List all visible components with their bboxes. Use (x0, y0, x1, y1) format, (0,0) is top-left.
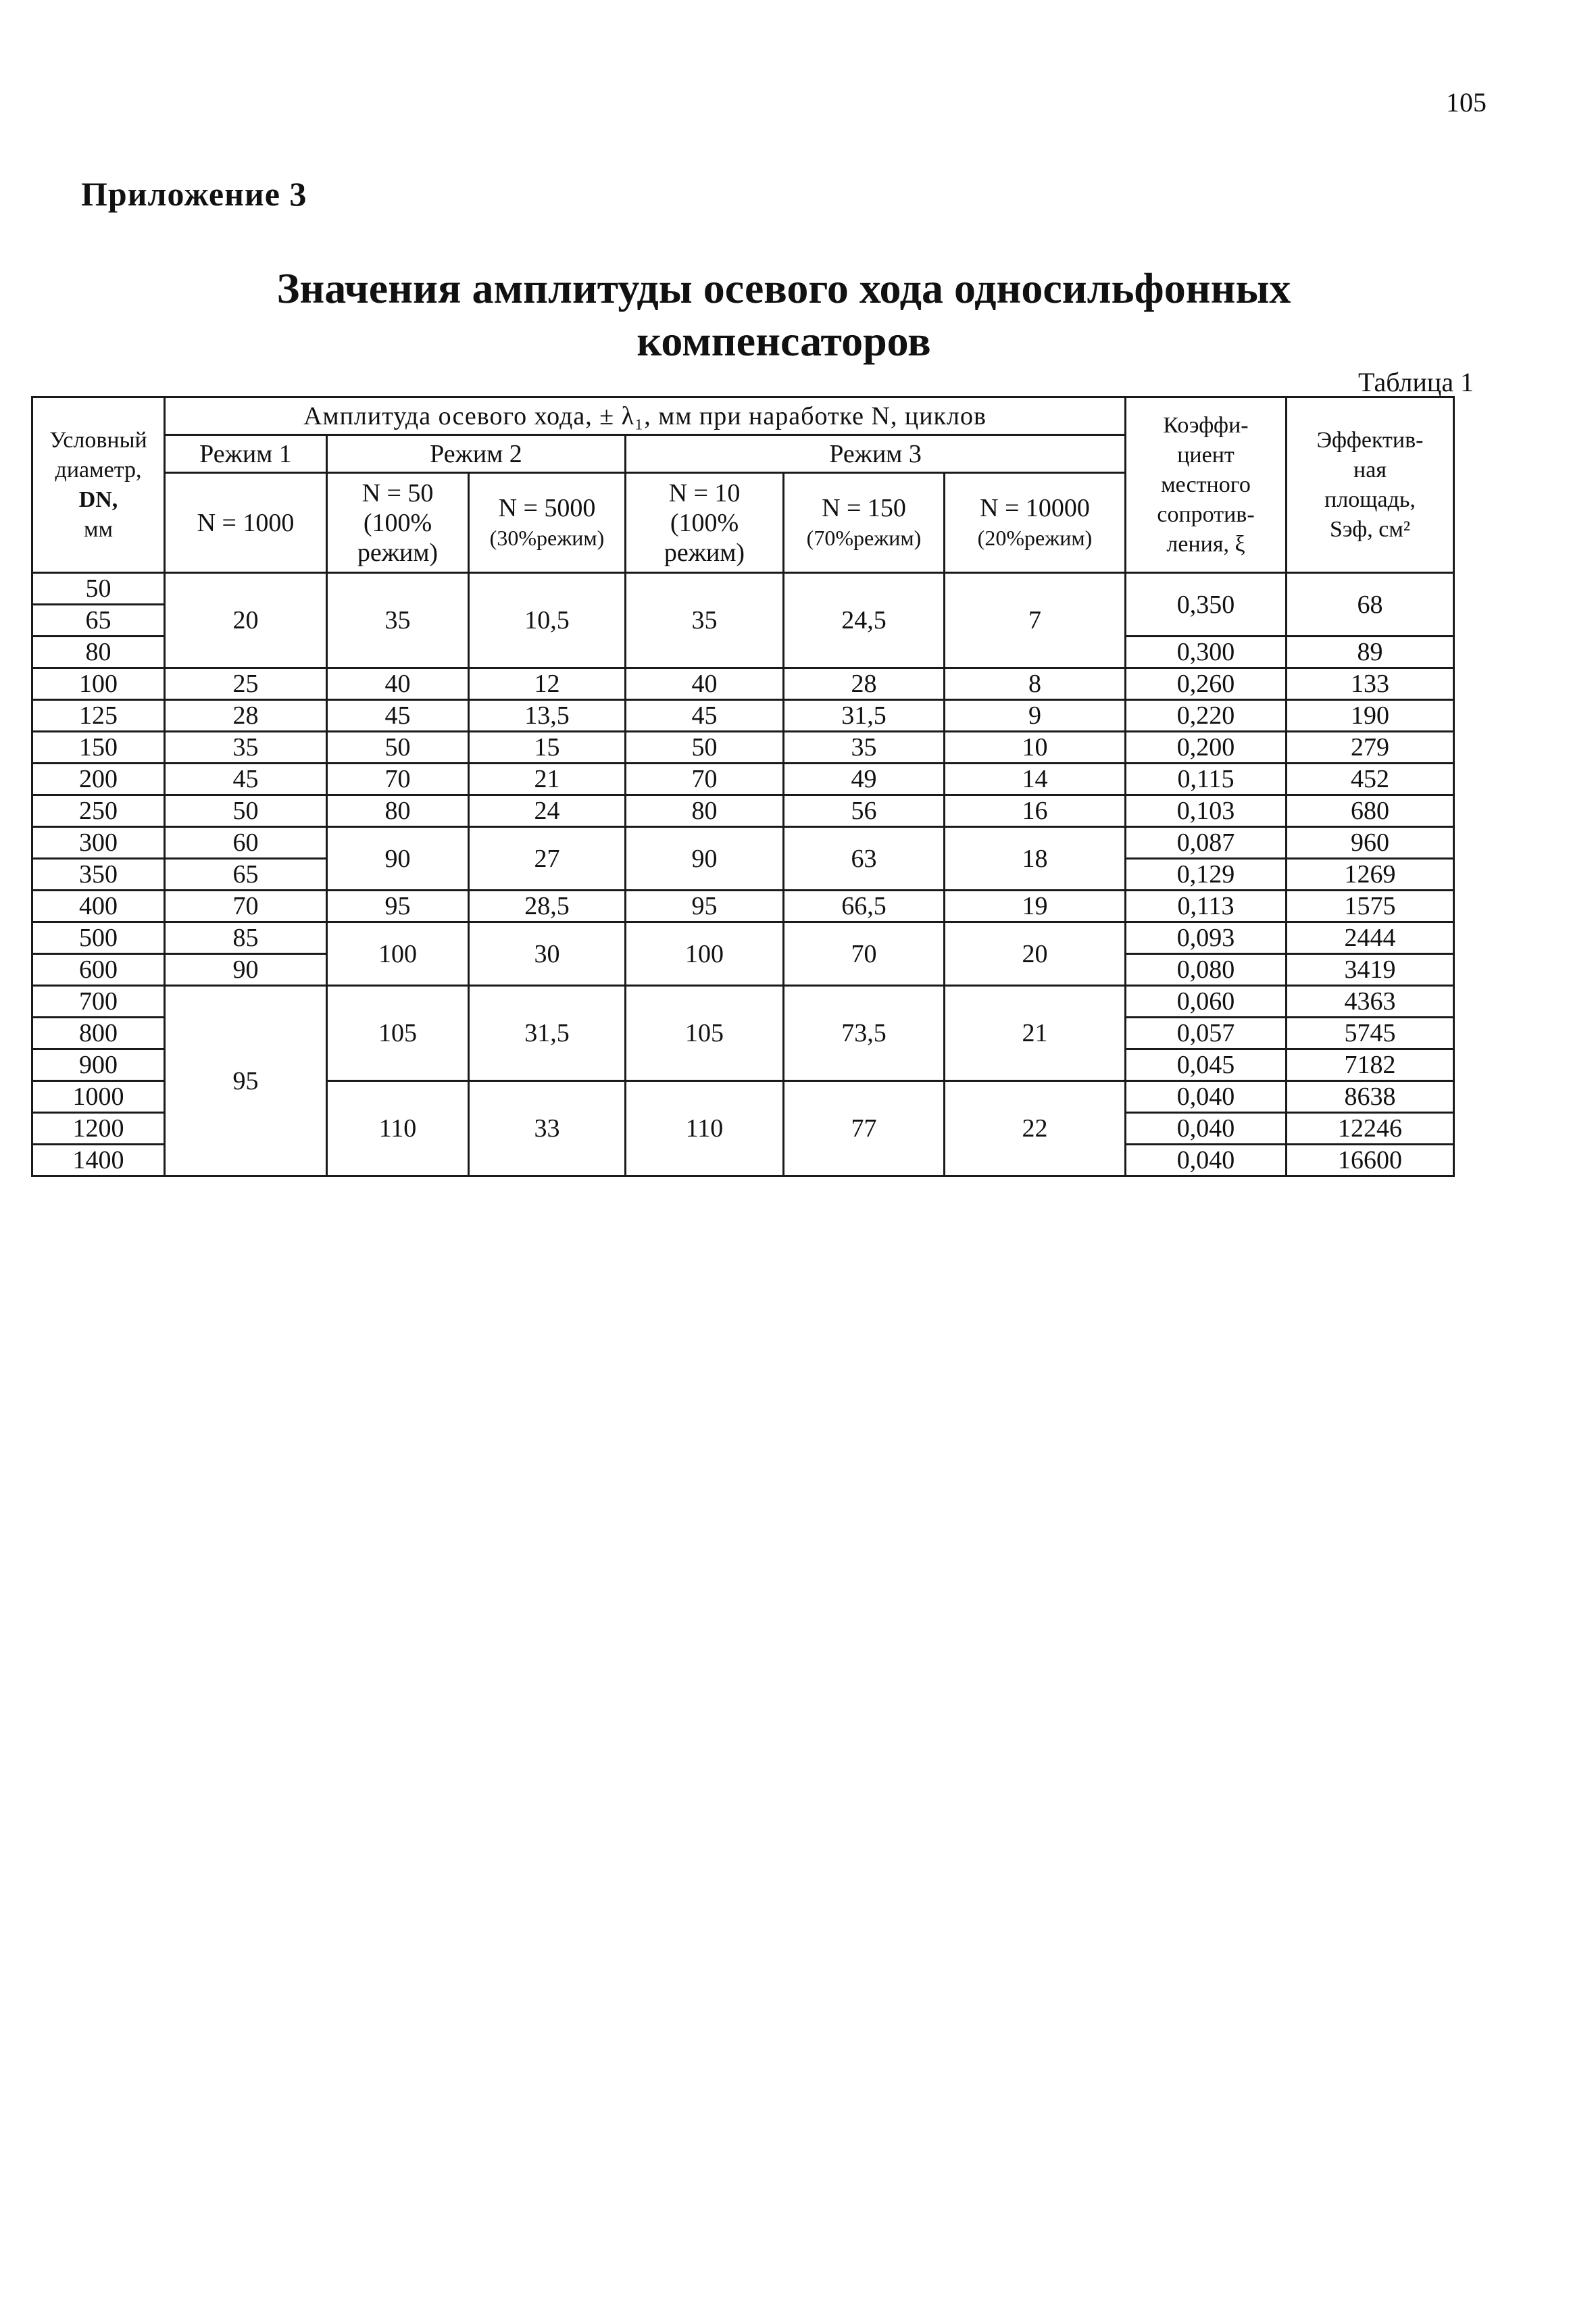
header-mode-1: Режим 1 (165, 435, 327, 473)
coef-cell: 0,113 (1126, 891, 1287, 922)
amp-cell: 28 (784, 668, 945, 700)
dn-cell: 700 (32, 986, 165, 1018)
amp-cell: 100 (327, 922, 469, 986)
dn-cell: 350 (32, 859, 165, 891)
area-cell: 2444 (1287, 922, 1454, 954)
amp-cell: 21 (945, 986, 1126, 1081)
mode1-cell: 25 (165, 668, 327, 700)
amp-cell: 90 (626, 827, 784, 891)
dn-cell: 50 (32, 573, 165, 605)
header-n5000: N = 5000 (30%режим) (469, 473, 626, 573)
header-n1000: N = 1000 (165, 473, 327, 573)
area-cell: 4363 (1287, 986, 1454, 1018)
table-label: Таблица 1 (1358, 367, 1474, 397)
area-cell: 190 (1287, 700, 1454, 732)
mode1-cell: 85 (165, 922, 327, 954)
coef-cell: 0,080 (1126, 954, 1287, 986)
amp-cell: 21 (469, 764, 626, 795)
amp-cell: 10,5 (469, 573, 626, 668)
title-line-2: компенсаторов (637, 317, 931, 365)
amp-cell: 16 (945, 795, 1126, 827)
amp-cell: 7 (945, 573, 1126, 668)
table-row (32, 986, 1454, 1018)
amp-cell: 100 (626, 922, 784, 986)
amp-cell: 73,5 (784, 986, 945, 1081)
amp-cell: 70 (626, 764, 784, 795)
table-row (32, 764, 1454, 795)
amp-cell: 80 (327, 795, 469, 827)
amp-cell: 19 (945, 891, 1126, 922)
mode1-cell: 70 (165, 891, 327, 922)
dn-cell: 400 (32, 891, 165, 922)
amp-cell: 31,5 (784, 700, 945, 732)
amp-cell: 49 (784, 764, 945, 795)
amp-cell: 22 (945, 1081, 1126, 1176)
amp-cell: 110 (327, 1081, 469, 1176)
coef-cell: 0,045 (1126, 1049, 1287, 1081)
table-row (32, 795, 1454, 827)
amp-cell: 24 (469, 795, 626, 827)
area-cell: 1269 (1287, 859, 1454, 891)
header-mode-3: Режим 3 (626, 435, 1126, 473)
amp-cell: 45 (626, 700, 784, 732)
dn-cell: 1000 (32, 1081, 165, 1113)
amp-cell: 105 (327, 986, 469, 1081)
amp-cell: 56 (784, 795, 945, 827)
amp-cell: 70 (327, 764, 469, 795)
amp-cell: 8 (945, 668, 1126, 700)
mode1-cell: 90 (165, 954, 327, 986)
coef-cell: 0,260 (1126, 668, 1287, 700)
dn-cell: 200 (32, 764, 165, 795)
dn-cell: 1200 (32, 1113, 165, 1145)
header-amplitude-group: Амплитуда осевого хода, ± λ₁, мм при наработке N, циклов (165, 397, 1126, 435)
amp-cell: 50 (327, 732, 469, 764)
amp-cell: 10 (945, 732, 1126, 764)
area-cell: 89 (1287, 637, 1454, 668)
amp-cell: 77 (784, 1081, 945, 1176)
dn-cell: 100 (32, 668, 165, 700)
title-line-1: Значения амплитуды осевого хода односильфонных (276, 264, 1291, 312)
page-number: 105 (1446, 87, 1487, 118)
header-n10: N = 10 (100% режим) (626, 473, 784, 573)
mode1-cell: 45 (165, 764, 327, 795)
area-cell: 12246 (1287, 1113, 1454, 1145)
coef-cell: 0,087 (1126, 827, 1287, 859)
amp-cell: 50 (626, 732, 784, 764)
header-n150: N = 150 (70%режим) (784, 473, 945, 573)
area-cell: 1575 (1287, 891, 1454, 922)
area-cell: 452 (1287, 764, 1454, 795)
amp-cell: 80 (626, 795, 784, 827)
area-cell: 3419 (1287, 954, 1454, 986)
amp-cell: 15 (469, 732, 626, 764)
amplitude-table (31, 396, 1455, 1177)
coef-cell: 0,057 (1126, 1018, 1287, 1049)
dn-cell: 80 (32, 637, 165, 668)
amp-cell: 28,5 (469, 891, 626, 922)
amp-cell: 9 (945, 700, 1126, 732)
amp-cell: 35 (626, 573, 784, 668)
table-row (32, 668, 1454, 700)
coef-cell: 0,103 (1126, 795, 1287, 827)
coef-cell: 0,040 (1126, 1081, 1287, 1113)
amp-cell: 12 (469, 668, 626, 700)
header-coefficient: Коэффи- циент местного сопротив- ления, ξ (1126, 397, 1287, 573)
coef-cell: 0,220 (1126, 700, 1287, 732)
mode1-cell: 20 (165, 573, 327, 668)
amp-cell: 63 (784, 827, 945, 891)
coef-cell: 0,129 (1126, 859, 1287, 891)
coef-cell: 0,350 (1126, 573, 1287, 637)
area-cell: 960 (1287, 827, 1454, 859)
area-cell: 680 (1287, 795, 1454, 827)
header-mode-2: Режим 2 (327, 435, 626, 473)
mode1-cell: 65 (165, 859, 327, 891)
dn-cell: 125 (32, 700, 165, 732)
amp-cell: 95 (626, 891, 784, 922)
dn-cell: 150 (32, 732, 165, 764)
amp-cell: 40 (327, 668, 469, 700)
amp-cell: 45 (327, 700, 469, 732)
document-title (203, 262, 1365, 368)
dn-cell: 500 (32, 922, 165, 954)
area-cell: 16600 (1287, 1145, 1454, 1176)
area-cell: 7182 (1287, 1049, 1454, 1081)
amp-cell: 27 (469, 827, 626, 891)
area-cell: 68 (1287, 573, 1454, 637)
mode1-cell: 50 (165, 795, 327, 827)
amp-cell: 105 (626, 986, 784, 1081)
area-cell: 8638 (1287, 1081, 1454, 1113)
dn-cell: 800 (32, 1018, 165, 1049)
amp-cell: 66,5 (784, 891, 945, 922)
table-row (32, 573, 1454, 605)
amp-cell: 40 (626, 668, 784, 700)
dn-cell: 900 (32, 1049, 165, 1081)
coef-cell: 0,093 (1126, 922, 1287, 954)
coef-cell: 0,115 (1126, 764, 1287, 795)
amp-cell: 18 (945, 827, 1126, 891)
dn-cell: 300 (32, 827, 165, 859)
amp-cell: 30 (469, 922, 626, 986)
table-row (32, 732, 1454, 764)
header-n10000: N = 10000 (20%режим) (945, 473, 1126, 573)
area-cell: 133 (1287, 668, 1454, 700)
mode1-cell: 95 (165, 986, 327, 1176)
amp-cell: 31,5 (469, 986, 626, 1081)
coef-cell: 0,040 (1126, 1113, 1287, 1145)
amp-cell: 35 (784, 732, 945, 764)
coef-cell: 0,060 (1126, 986, 1287, 1018)
dn-cell: 65 (32, 605, 165, 637)
dn-cell: 600 (32, 954, 165, 986)
amp-cell: 95 (327, 891, 469, 922)
header-n50: N = 50 (100% режим) (327, 473, 469, 573)
coef-cell: 0,300 (1126, 637, 1287, 668)
amp-cell: 13,5 (469, 700, 626, 732)
table-row (32, 891, 1454, 922)
header-dn: Условный диаметр, DN, мм (32, 397, 165, 573)
amp-cell: 70 (784, 922, 945, 986)
area-cell: 5745 (1287, 1018, 1454, 1049)
amp-cell: 110 (626, 1081, 784, 1176)
amp-cell: 35 (327, 573, 469, 668)
mode1-cell: 28 (165, 700, 327, 732)
table-row (32, 922, 1454, 954)
mode1-cell: 35 (165, 732, 327, 764)
amp-cell: 33 (469, 1081, 626, 1176)
mode1-cell: 60 (165, 827, 327, 859)
amp-cell: 20 (945, 922, 1126, 986)
header-effective-area: Эффектив- ная площадь, Sэф, см² (1287, 397, 1454, 573)
table-row (32, 700, 1454, 732)
table-row (32, 827, 1454, 859)
appendix-title: Приложение 3 (81, 175, 307, 213)
amp-cell: 14 (945, 764, 1126, 795)
amp-cell: 24,5 (784, 573, 945, 668)
area-cell: 279 (1287, 732, 1454, 764)
dn-cell: 250 (32, 795, 165, 827)
coef-cell: 0,040 (1126, 1145, 1287, 1176)
coef-cell: 0,200 (1126, 732, 1287, 764)
dn-cell: 1400 (32, 1145, 165, 1176)
amp-cell: 90 (327, 827, 469, 891)
